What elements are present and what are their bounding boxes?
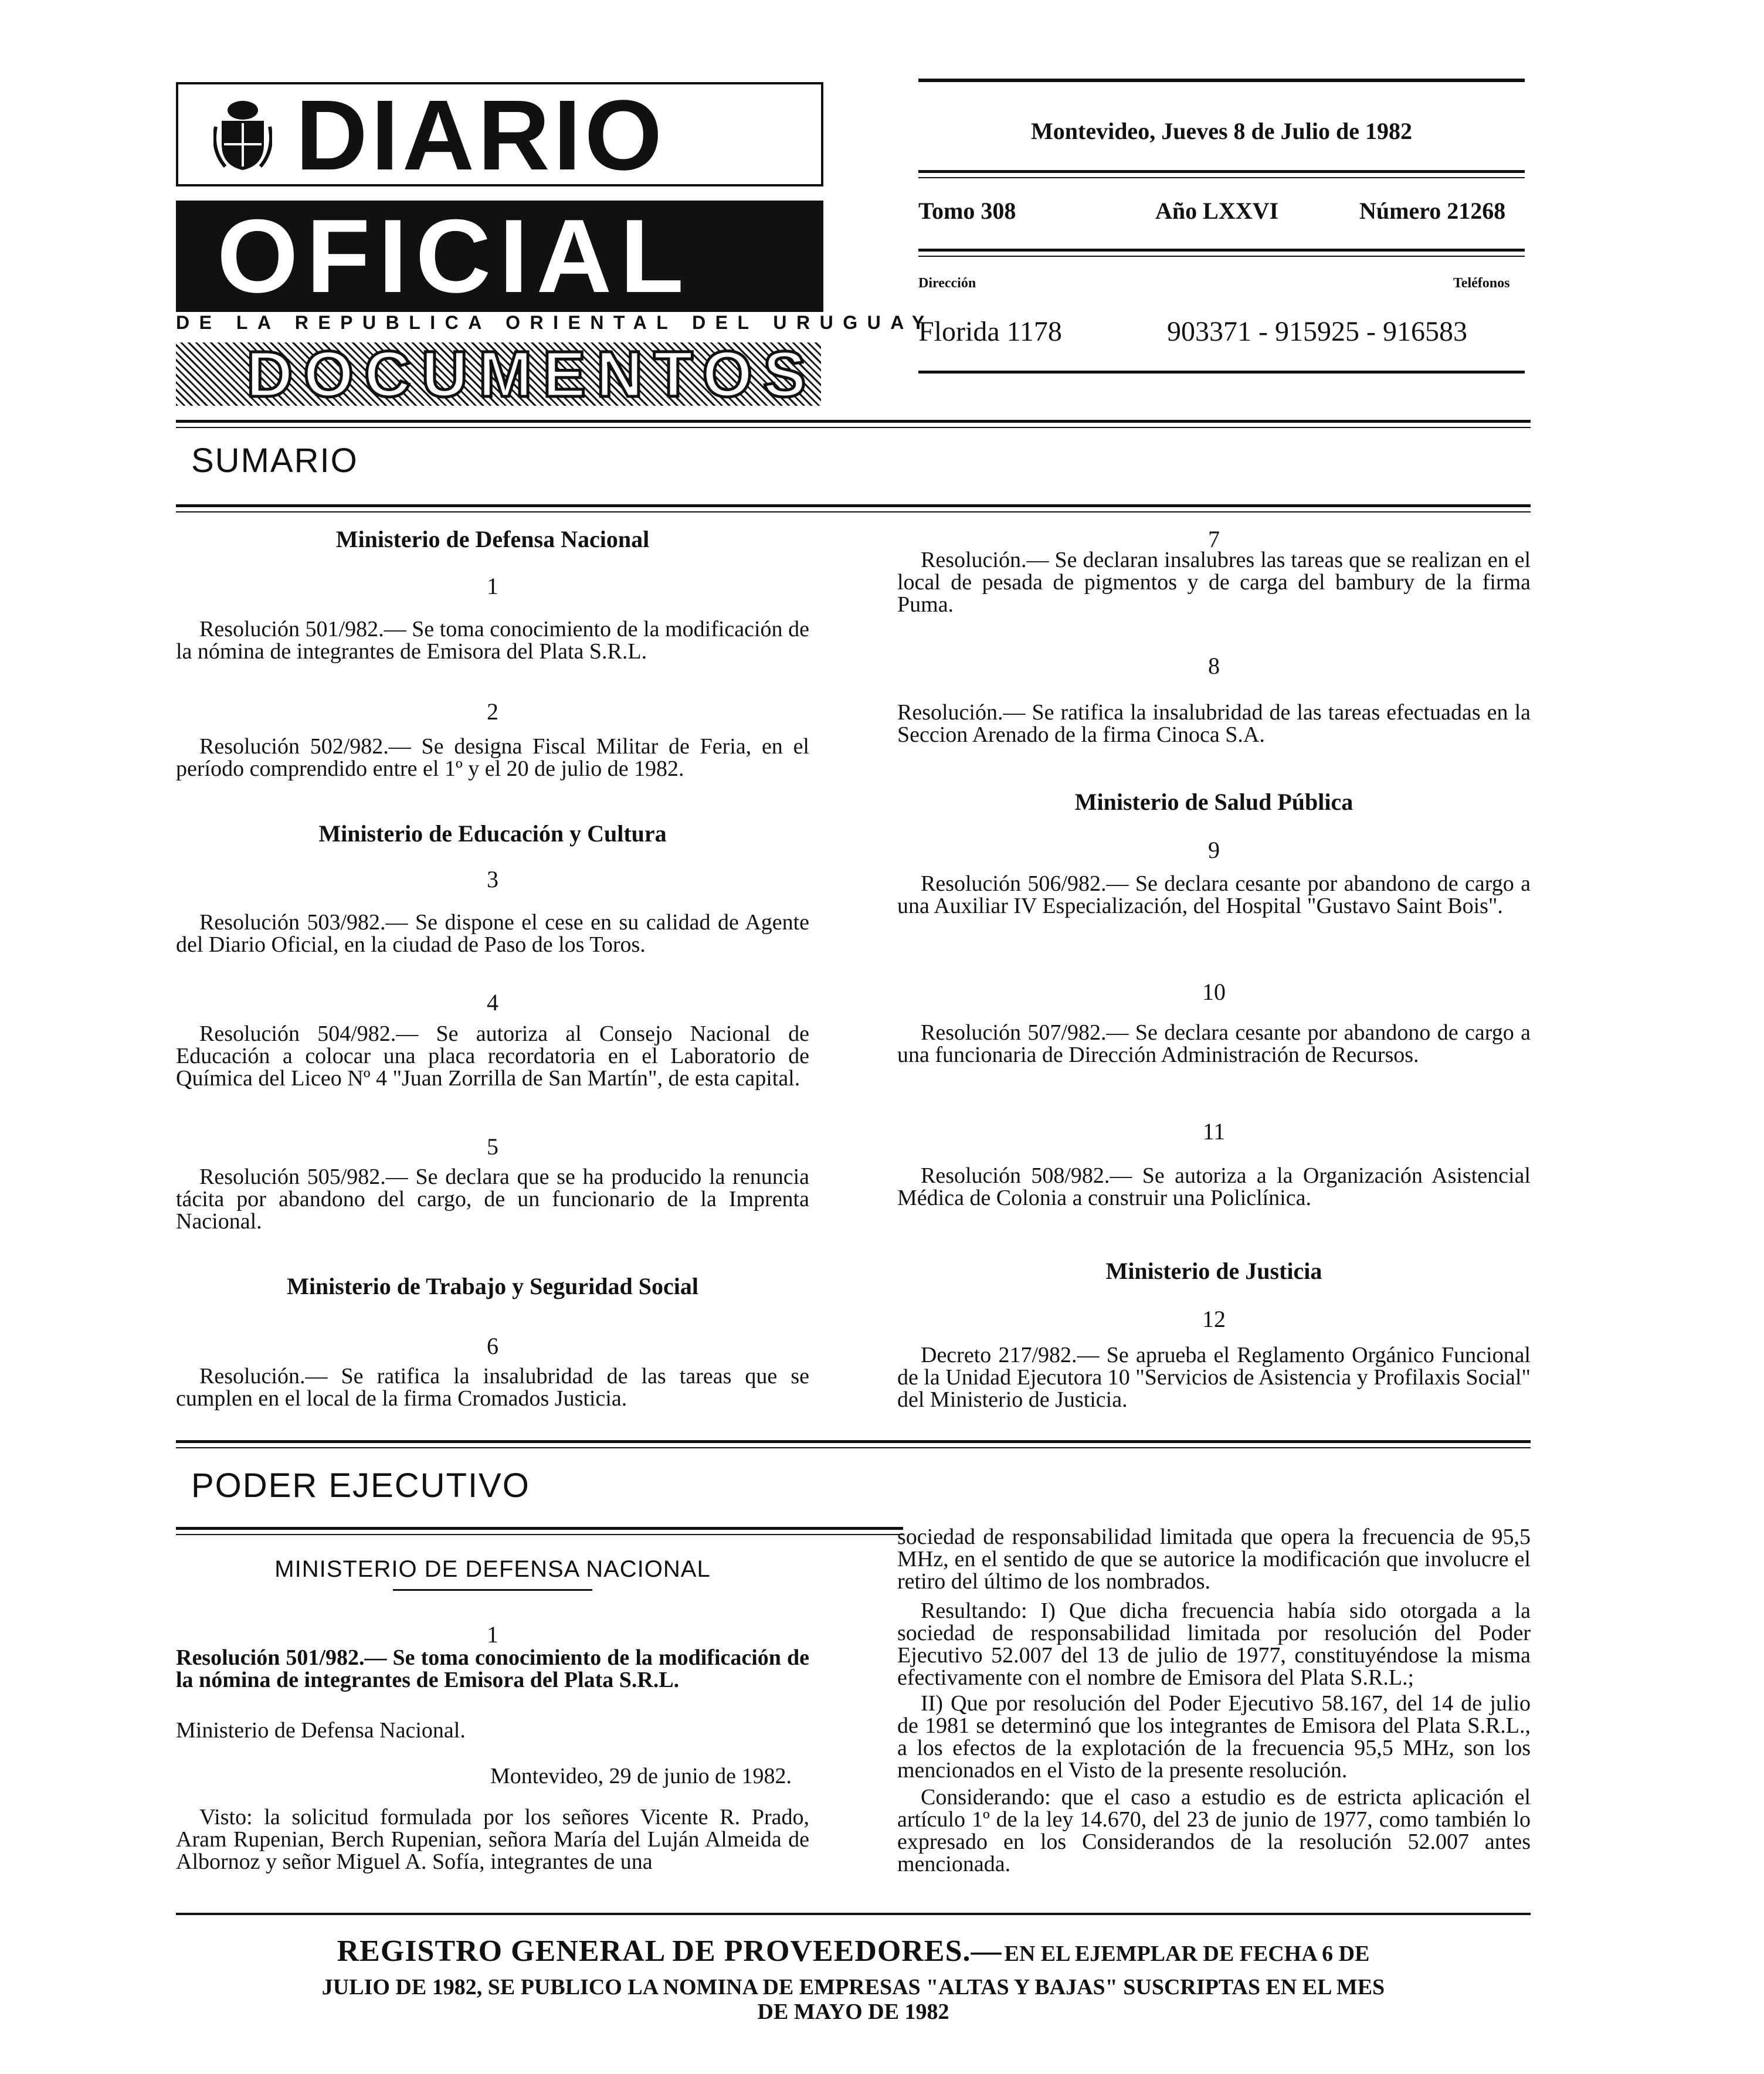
- masthead-title-oficial: OFICIAL: [217, 198, 692, 314]
- summary-item: Resolución 505/982.— Se declara que se ha producido la renuncia tácita por abandono del cargo, de un funcionario de la Imprenta Nacional.: [176, 1165, 809, 1234]
- summary-item: Resolución 504/982.— Se autoriza al Consejo Nacional de Educación a colocar una placa recordatoria en el Laboratorio de Química del Liceo Nº 4 "Juan Zorrilla de San Martín", de esta capital.: [176, 1021, 809, 1091]
- item-number: 10: [1202, 979, 1226, 1005]
- issue-rule-2b: [918, 177, 1525, 178]
- masthead-title-diario: DIARIO: [296, 80, 666, 191]
- item-number: 12: [1202, 1306, 1226, 1332]
- item-number: 7: [1208, 526, 1220, 552]
- ministry-heading: Ministerio de Justicia: [1105, 1258, 1322, 1284]
- issue-rule-2a: [918, 170, 1525, 173]
- issue-rule-top: [918, 79, 1525, 82]
- sumario-rule-top-a: [176, 420, 1531, 423]
- paragraph: Considerando: que el caso a estudio es de estricta aplicación el artículo 1º de la ley 14.670, del 23 de junio de 1977, como también lo expresado en los Considerandos de la resolución 52.007 antes mencionada.: [897, 1785, 1531, 1876]
- summary-item: Resolución 501/982.— Se toma conocimiento de la modificación de la nómina de integrantes de Emisora del Plata S.R.L.: [176, 617, 809, 664]
- direccion-label: Dirección: [918, 276, 976, 291]
- ministry-heading: Ministerio de Trabajo y Seguridad Social: [287, 1273, 698, 1299]
- item-number: 2: [487, 698, 498, 725]
- item-number: 1: [487, 1621, 498, 1648]
- masthead-oficial-box: [176, 198, 823, 314]
- ministry-heading: Ministerio de Educación y Cultura: [318, 820, 667, 847]
- ministry-heading: MINISTERIO DE DEFENSA NACIONAL: [274, 1556, 711, 1582]
- summary-item: Resolución 508/982.— Se autoriza a la Organización Asistencial Médica de Colonia a construir una Policlínica.: [897, 1163, 1531, 1210]
- summary-item: Resolución 503/982.— Se dispone el cese en su calidad de Agente del Diario Oficial, en la ciudad de Paso de los Toros.: [176, 910, 809, 957]
- footer-line-1-rest: EN EL EJEMPLAR DE FECHA 6 DE: [1004, 1941, 1370, 1966]
- item-number: 11: [1202, 1118, 1226, 1145]
- poder-rule-mid-a: [176, 1527, 903, 1530]
- item-number: 4: [487, 989, 498, 1016]
- footer-line-2: JULIO DE 1982, SE PUBLICO LA NOMINA DE EMPRESAS "ALTAS Y BAJAS" SUSCRIPTAS EN EL MES: [321, 1975, 1385, 2000]
- sumario-heading: SUMARIO: [191, 442, 358, 480]
- visto-paragraph: Visto: la solicitud formulada por los señores Vicente R. Prado, Aram Rupenian, Berch Rupenian, señora María del Luján Almeida de Albornoz y señor Miguel A. Sofía, integrantes de una: [176, 1805, 809, 1874]
- place-date: Montevideo, 29 de junio de 1982.: [490, 1764, 792, 1788]
- poder-rule-mid-b: [176, 1534, 903, 1535]
- direccion-value: Florida 1178: [918, 316, 1062, 347]
- documentos-banner: [176, 342, 821, 406]
- sumario-rule-mid-a: [176, 504, 1531, 507]
- summary-item: Resolución.— Se ratifica la insalubridad de las tareas que se cumplen en el local de la firma Cromados Justicia.: [176, 1364, 809, 1411]
- summary-item: Resolución.— Se ratifica la insalubridad de las tareas efectuadas en la Seccion Arenado de la firma Cinoca S.A.: [897, 700, 1531, 747]
- summary-item: Decreto 217/982.— Se aprueba el Reglamento Orgánico Funcional de la Unidad Ejecutora 10 "Servicios de Asistencia y Profilaxis Social" del Ministerio de Justicia.: [897, 1343, 1531, 1412]
- ministry-heading: Ministerio de Salud Pública: [1074, 789, 1353, 815]
- footer-title: REGISTRO GENERAL DE PROVEEDORES.—: [337, 1934, 1002, 1968]
- paragraph: sociedad de responsabilidad limitada que opera la frecuencia de 95,5 MHz, en el sentido de que se autorice la modificación que involucre el retiro del último de los nombrados.: [897, 1525, 1531, 1594]
- issue-rule-3b: [918, 256, 1525, 257]
- issue-rule-3a: [918, 249, 1525, 252]
- ministry-heading: Ministerio de Defensa Nacional: [335, 526, 650, 552]
- ministry-underline: [393, 1589, 592, 1591]
- sumario-rule-mid-b: [176, 511, 1531, 512]
- summary-item: Resolución 506/982.— Se declara cesante por abandono de cargo a una Auxiliar IV Especialización, del Hospital "Gustavo Saint Bois".: [897, 871, 1531, 918]
- coat-of-arms-icon: [213, 97, 272, 171]
- telefonos-label: Teléfonos: [1453, 276, 1510, 291]
- footer-rule: [176, 1913, 1531, 1915]
- issue-rule-bottom: [918, 371, 1525, 374]
- issue-anio: Año LXXVI: [1155, 198, 1279, 224]
- summary-item: Resolución 507/982.— Se declara cesante por abandono de cargo a una funcionaria de Dirección Administración de Recursos.: [897, 1020, 1531, 1067]
- issue-tomo: Tomo 308: [918, 198, 1016, 224]
- footer-line-3: DE MAYO DE 1982: [757, 2000, 949, 2024]
- paragraph: II) Que por resolución del Poder Ejecutivo 58.167, del 14 de julio de 1981 se determinó que los integrantes de Emisora del Plata S.R.L., a los efectos de la explotación de la frecuencia 95,5 MHz, son los mencionados en el Visto de la presente resolución.: [897, 1691, 1531, 1783]
- sumario-rule-top-b: [176, 427, 1531, 428]
- masthead-diario-box: [176, 80, 823, 191]
- footer-line-1: [176, 1935, 1531, 1975]
- ministry-line: Ministerio de Defensa Nacional.: [176, 1718, 466, 1743]
- masthead-subtitle: DE LA REPUBLICA ORIENTAL DEL URUGUAY: [176, 312, 934, 333]
- issue-numero: Número 21268: [1359, 198, 1506, 224]
- item-number: 3: [487, 866, 498, 892]
- footer-notice: [176, 1935, 1531, 2024]
- summary-item: Resolución.— Se declaran insalubres las tareas que se realizan en el local de pesada de pigmentos y de carga del bambury de la firma Puma.: [897, 548, 1531, 617]
- documentos-banner-text: DOCUMENTOS: [246, 342, 817, 406]
- masthead: [176, 80, 934, 410]
- item-number: 9: [1208, 837, 1220, 863]
- poder-rule-top-a: [176, 1440, 1531, 1443]
- summary-item: Resolución 502/982.— Se designa Fiscal Militar de Feria, en el período comprendido entre el 1º y el 20 de julio de 1982.: [176, 734, 809, 781]
- telefonos-value: 903371 - 915925 - 916583: [1167, 316, 1467, 347]
- poder-rule-top-b: [176, 1447, 1531, 1448]
- poder-heading: PODER EJECUTIVO: [191, 1467, 530, 1505]
- issue-date: Montevideo, Jueves 8 de Julio de 1982: [1031, 118, 1412, 144]
- paragraph: Resultando: I) Que dicha frecuencia había sido otorgada a la sociedad de responsabilidad limitada por resolución del Poder Ejecutivo 52.007 del 13 de julio de 1977, constituyéndose la misma efectivamente con el nombre de Emisora del Plata S.R.L.;: [897, 1598, 1531, 1690]
- item-number: 6: [487, 1333, 498, 1359]
- item-number: 1: [487, 573, 498, 599]
- resolution-title: Resolución 501/982.— Se toma conocimiento de la modificación de la nómina de integrantes de Emisora del Plata S.R.L.: [176, 1645, 809, 1692]
- item-number: 8: [1208, 653, 1220, 679]
- item-number: 5: [487, 1133, 498, 1160]
